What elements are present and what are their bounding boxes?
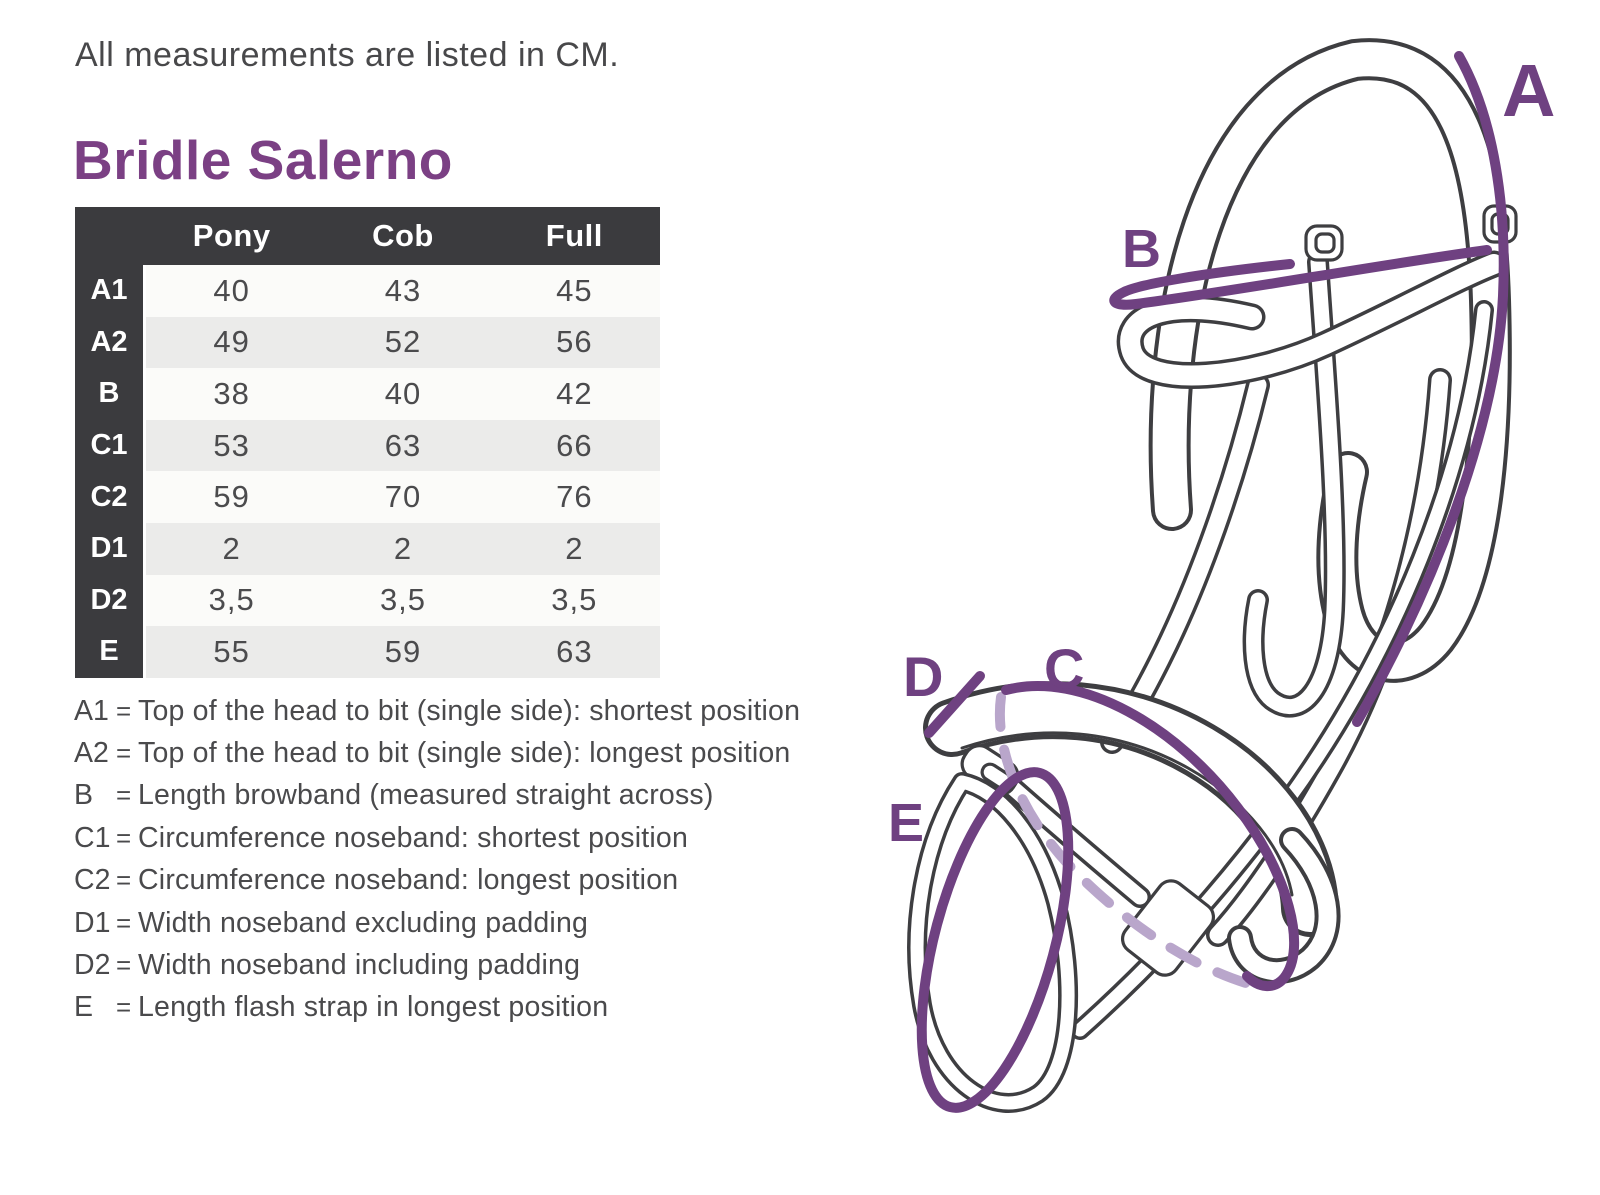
- diagram-label-c: C: [1044, 637, 1085, 700]
- cell: 2: [565, 530, 584, 566]
- equals-sign: =: [116, 822, 132, 853]
- cell: 45: [556, 272, 593, 308]
- cell: 40: [213, 272, 250, 308]
- legend-desc: Circumference noseband: longest position: [138, 864, 679, 897]
- cell: 38: [213, 375, 250, 411]
- units-note: All measurements are listed in CM.: [75, 36, 620, 74]
- cell: 2: [222, 530, 241, 566]
- cell: 59: [213, 479, 250, 515]
- row-label: C2: [75, 471, 143, 523]
- legend-desc: Width noseband excluding padding: [138, 906, 589, 939]
- cell: 3,5: [551, 582, 598, 618]
- equals-sign: =: [116, 738, 132, 769]
- column-header-pony: Pony: [192, 218, 271, 253]
- equals-sign: =: [116, 907, 132, 938]
- legend-key: C2: [74, 864, 111, 897]
- cell: 70: [384, 479, 422, 515]
- legend-key: E: [74, 991, 94, 1024]
- cell: 52: [384, 324, 422, 360]
- cell: 40: [384, 375, 422, 411]
- row-label: A2: [75, 317, 143, 369]
- row-label: D2: [75, 575, 143, 627]
- cell: 59: [384, 633, 422, 669]
- row-label: D1: [75, 523, 143, 575]
- column-header-cob: Cob: [372, 218, 434, 253]
- legend-desc: Top of the head to bit (single side): longest position: [138, 737, 791, 770]
- equals-sign: =: [116, 865, 132, 896]
- row-label: C1: [75, 420, 143, 472]
- cell: 49: [213, 324, 250, 360]
- row-label: A1: [75, 265, 143, 317]
- legend-key: D2: [74, 949, 111, 982]
- legend-desc: Length browband (measured straight across): [138, 779, 714, 812]
- cell: 76: [556, 479, 593, 515]
- cell: 63: [556, 633, 593, 669]
- row-label: B: [75, 368, 143, 420]
- cell: 43: [384, 272, 422, 308]
- cell: 42: [556, 375, 593, 411]
- left-buckle: [1306, 226, 1342, 260]
- diagram-label-b: B: [1122, 219, 1161, 279]
- legend-desc: Length flash strap in longest position: [138, 991, 609, 1024]
- column-header-full: Full: [545, 218, 603, 253]
- diagram-label-d: D: [903, 645, 944, 708]
- cell: 55: [213, 633, 250, 669]
- equals-sign: =: [116, 950, 132, 981]
- equals-sign: =: [116, 992, 132, 1023]
- cell: 3,5: [208, 582, 255, 618]
- cell: 2: [393, 530, 413, 566]
- cell: 3,5: [379, 582, 427, 618]
- legend-desc: Width noseband including padding: [138, 949, 581, 982]
- cell: 63: [384, 427, 422, 463]
- buckle-strap: [1254, 262, 1335, 707]
- row-label: E: [75, 626, 143, 678]
- equals-sign: =: [116, 695, 132, 726]
- legend-desc: Top of the head to bit (single side): shortest position: [138, 694, 801, 727]
- legend-key: A2: [74, 737, 109, 770]
- legend-key: B: [74, 779, 94, 812]
- legend-key: C1: [74, 821, 111, 854]
- cell: 66: [556, 427, 593, 463]
- page-title: Bridle Salerno: [73, 129, 453, 191]
- diagram-label-e: E: [888, 793, 925, 853]
- legend-key: D1: [74, 906, 111, 939]
- cell: 56: [556, 324, 593, 360]
- equals-sign: =: [116, 780, 132, 811]
- legend-key: A1: [74, 694, 109, 727]
- cell: 53: [213, 427, 250, 463]
- diagram-label-a: A: [1502, 49, 1556, 132]
- legend-desc: Circumference noseband: shortest position: [138, 821, 688, 854]
